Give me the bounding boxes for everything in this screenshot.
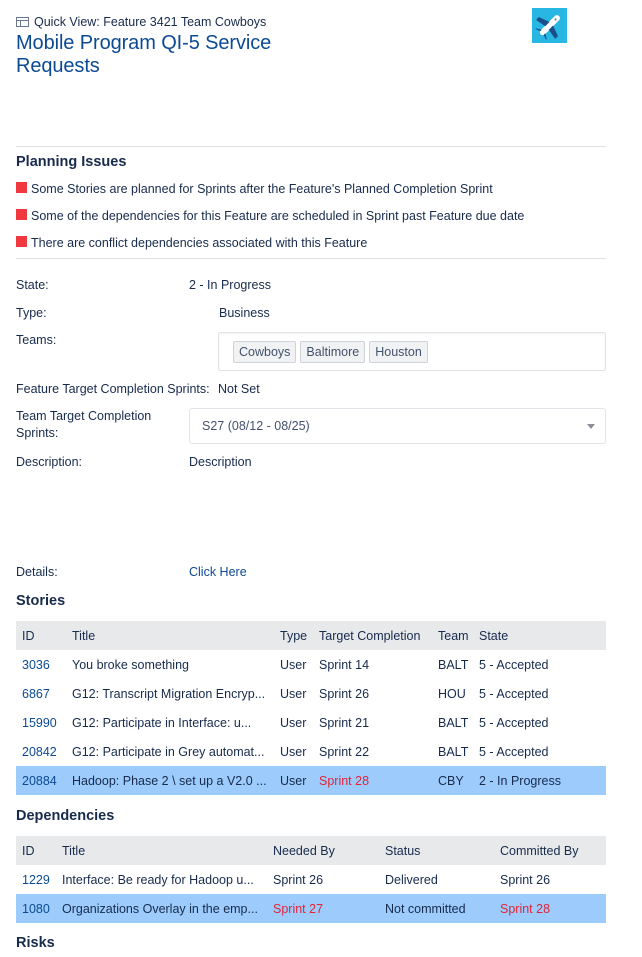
dependency-title: Organizations Overlay in the emp...	[62, 901, 258, 916]
state-value: 2 - In Progress	[189, 278, 271, 292]
column-header-needed-by[interactable]: Needed By	[273, 843, 335, 858]
dependencies-title: Dependencies	[16, 808, 115, 824]
quick-view-text: Quick View: Feature 3421 Team Cowboys	[34, 15, 267, 29]
story-id-link[interactable]: 20842	[22, 744, 57, 759]
story-target: Sprint 21	[319, 715, 370, 730]
story-id-link[interactable]: 3036	[22, 657, 50, 672]
planning-issue-text: There are conflict dependencies associated with this Feature	[31, 236, 368, 250]
story-target: Sprint 22	[319, 744, 370, 759]
story-state: 5 - Accepted	[479, 744, 549, 759]
story-type: User	[280, 744, 307, 759]
panel-icon	[16, 17, 29, 27]
planning-issues-title: Planning Issues	[16, 154, 127, 170]
story-title: G12: Participate in Grey automat...	[72, 744, 265, 759]
dependency-id-link[interactable]: 1229	[22, 872, 50, 887]
story-team: CBY	[438, 773, 464, 788]
dependency-needed-by-late: Sprint 27	[273, 901, 324, 916]
story-target-late: Sprint 28	[319, 773, 370, 788]
team-tag-cowboys[interactable]: Cowboys	[233, 341, 296, 363]
story-id-link[interactable]: 6867	[22, 686, 50, 701]
dependency-row-selected[interactable]	[16, 894, 606, 923]
quick-view-label	[16, 14, 616, 30]
feature-target-value: Not Set	[218, 382, 260, 396]
dependency-committed-by-late: Sprint 28	[500, 901, 551, 916]
story-team: BALT	[438, 657, 469, 672]
details-label: Details:	[16, 565, 58, 579]
dependencies-table	[16, 836, 606, 923]
column-header-committed-by[interactable]: Committed By	[500, 843, 579, 858]
chevron-down-icon[interactable]	[587, 424, 595, 429]
teams-multiselect[interactable]	[218, 332, 606, 371]
type-label: Type:	[16, 306, 47, 320]
page-title: Mobile Program QI-5 Service Requests	[16, 32, 272, 77]
details-link[interactable]: Click Here	[189, 565, 247, 579]
column-header-title[interactable]: Title	[72, 628, 96, 643]
teams-label: Teams:	[16, 333, 57, 347]
type-value: Business	[219, 306, 270, 320]
story-row[interactable]	[16, 679, 606, 708]
column-header-type[interactable]: Type	[280, 628, 308, 643]
story-type: User	[280, 686, 307, 701]
story-row[interactable]	[16, 737, 606, 766]
story-row[interactable]	[16, 708, 606, 737]
stories-table	[16, 621, 606, 795]
dependency-status: Not committed	[385, 901, 466, 916]
column-header-title[interactable]: Title	[62, 843, 86, 858]
story-target: Sprint 26	[319, 686, 370, 701]
planning-issue	[16, 182, 493, 196]
story-id-link[interactable]: 20884	[22, 773, 57, 788]
planning-issue	[16, 236, 367, 250]
dependency-row[interactable]	[16, 865, 606, 894]
story-state: 5 - Accepted	[479, 657, 549, 672]
warning-square-icon	[16, 182, 27, 193]
dependencies-header-row	[16, 836, 606, 865]
stories-header-row	[16, 621, 606, 650]
column-header-target-completion[interactable]: Target Completion	[319, 628, 421, 643]
story-title: G12: Transcript Migration Encryp...	[72, 686, 266, 701]
description-value: Description	[189, 455, 252, 469]
story-team: HOU	[438, 686, 466, 701]
divider	[16, 146, 606, 147]
team-tag-baltimore[interactable]: Baltimore	[300, 341, 365, 363]
state-label: State:	[16, 278, 49, 292]
column-header-status[interactable]: Status	[385, 843, 421, 858]
story-title: G12: Participate in Interface: u...	[72, 715, 252, 730]
story-state: 5 - Accepted	[479, 715, 549, 730]
stories-title: Stories	[16, 593, 66, 609]
dependency-committed-by: Sprint 26	[500, 872, 551, 887]
story-title: Hadoop: Phase 2 \ set up a V2.0 ...	[72, 773, 267, 788]
story-row-selected[interactable]	[16, 766, 606, 795]
dependency-needed-by: Sprint 26	[273, 872, 324, 887]
feature-target-label: Feature Target Completion Sprints:	[16, 382, 210, 396]
story-title: You broke something	[72, 657, 189, 672]
column-header-id[interactable]: ID	[22, 628, 35, 643]
story-type: User	[280, 657, 307, 672]
airplane-logo-icon	[532, 8, 567, 43]
story-team: BALT	[438, 744, 469, 759]
warning-square-icon	[16, 209, 27, 220]
team-tag-houston[interactable]: Houston	[369, 341, 428, 363]
header	[16, 14, 616, 78]
warning-square-icon	[16, 236, 27, 247]
story-team: BALT	[438, 715, 469, 730]
dependency-status: Delivered	[385, 872, 438, 887]
divider	[16, 258, 606, 259]
story-row[interactable]	[16, 650, 606, 679]
story-type: User	[280, 715, 307, 730]
column-header-state[interactable]: State	[479, 628, 509, 643]
story-target: Sprint 14	[319, 657, 370, 672]
column-header-id[interactable]: ID	[22, 843, 35, 858]
risks-title: Risks	[16, 935, 55, 951]
story-state: 2 - In Progress	[479, 773, 561, 788]
story-id-link[interactable]: 15990	[22, 715, 57, 730]
column-header-team[interactable]: Team	[438, 628, 469, 643]
story-state: 5 - Accepted	[479, 686, 549, 701]
dependency-title: Interface: Be ready for Hadoop u...	[62, 872, 254, 887]
description-label: Description:	[16, 455, 82, 469]
dependency-id-link[interactable]: 1080	[22, 901, 50, 916]
team-target-select[interactable]	[189, 408, 606, 444]
planning-issue	[16, 209, 524, 223]
team-target-label: Team Target Completion Sprints:	[16, 409, 152, 440]
planning-issue-text: Some Stories are planned for Sprints after the Feature's Planned Completion Sprint	[31, 182, 493, 196]
story-type: User	[280, 773, 307, 788]
planning-issue-text: Some of the dependencies for this Feature are scheduled in Sprint past Feature due date	[31, 209, 525, 223]
team-target-selected-value: S27 (08/12 - 08/25)	[202, 419, 310, 433]
